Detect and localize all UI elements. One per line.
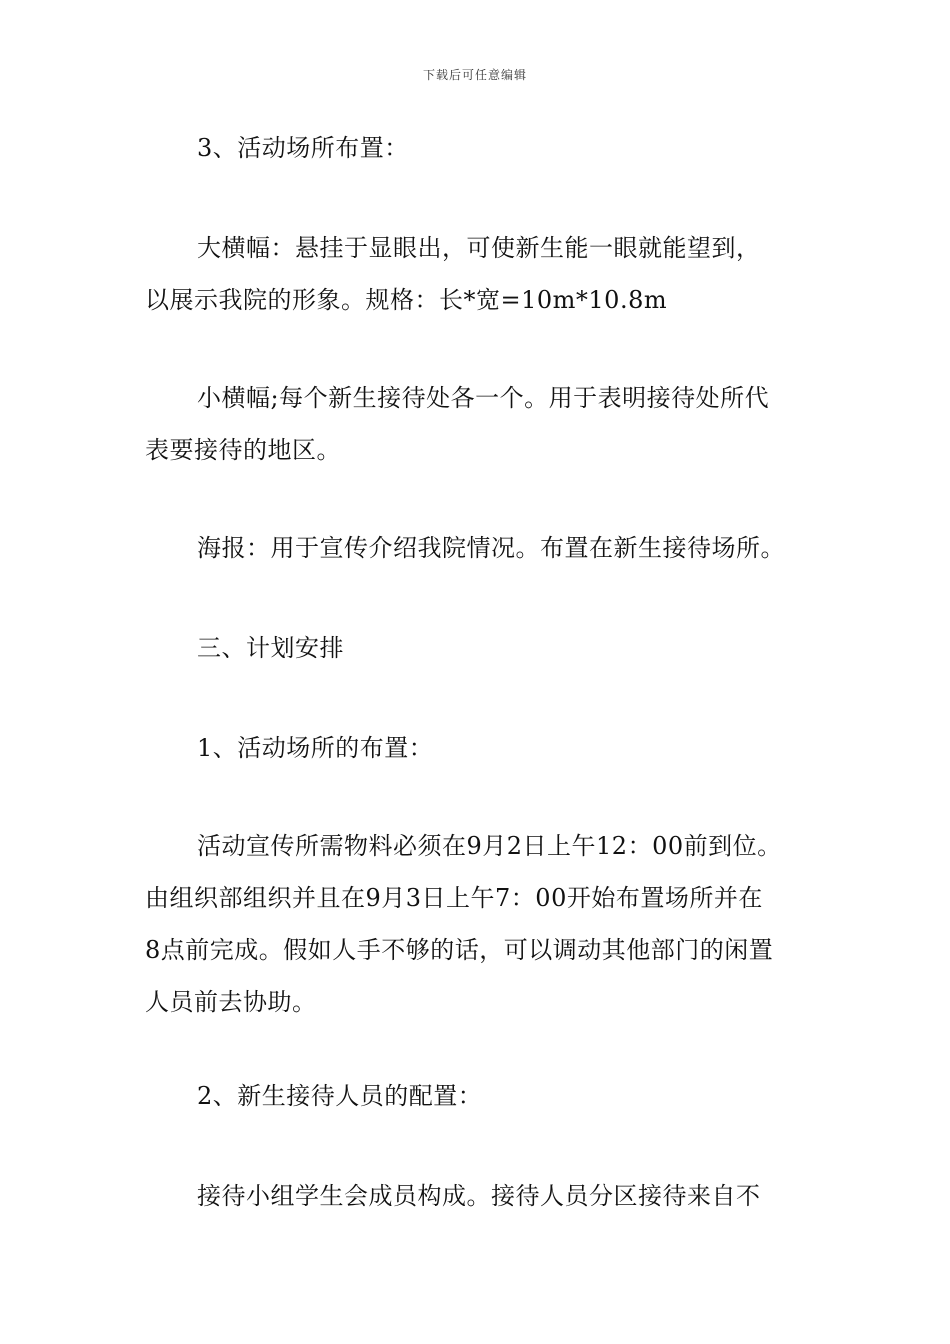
section-heading-venue-arrangement bbox=[145, 722, 835, 774]
paragraph-line: 三、计划安排 bbox=[197, 634, 344, 662]
paragraph-materials-schedule bbox=[145, 820, 835, 1028]
paragraph-line: 小横幅;每个新生接待处各一个。用于表明接待处所代 bbox=[197, 384, 770, 412]
paragraph-poster bbox=[145, 522, 835, 574]
section-heading-plan bbox=[145, 622, 835, 674]
paragraph-line: 2、新生接待人员的配置： bbox=[197, 1082, 483, 1110]
paragraph-line: 海报：用于宣传介绍我院情况。布置在新生接待场所。 bbox=[197, 534, 785, 562]
section-heading-staff-allocation bbox=[145, 1070, 835, 1122]
paragraph-line: 以展示我院的形象。规格：长*宽=10m*10.8m bbox=[145, 286, 668, 314]
paragraph-line: 接待小组学生会成员构成。接待人员分区接待来自不 bbox=[197, 1182, 761, 1210]
paragraph-line: 由组织部组织并且在9月3日上午7：00开始布置场所并在 bbox=[145, 884, 763, 912]
header-note: 下载后可任意编辑 bbox=[422, 68, 527, 82]
paragraph-large-banner bbox=[145, 222, 835, 326]
paragraph-reception-team bbox=[145, 1170, 835, 1222]
paragraph-line: 表要接待的地区。 bbox=[145, 436, 341, 464]
paragraph-small-banner bbox=[145, 372, 835, 476]
paragraph-line: 3、活动场所布置： bbox=[197, 134, 409, 162]
section-heading-venue-setup bbox=[145, 122, 835, 174]
paragraph-line: 大横幅：悬挂于显眼出，可使新生能一眼就能望到， bbox=[197, 234, 761, 262]
paragraph-line: 8点前完成。假如人手不够的话，可以调动其他部门的闲置 bbox=[145, 936, 774, 964]
paragraph-line: 活动宣传所需物料必须在9月2日上午12：00前到位。 bbox=[197, 832, 782, 860]
paragraph-line: 人员前去协助。 bbox=[145, 988, 317, 1016]
paragraph-line: 1、活动场所的布置： bbox=[197, 734, 434, 762]
